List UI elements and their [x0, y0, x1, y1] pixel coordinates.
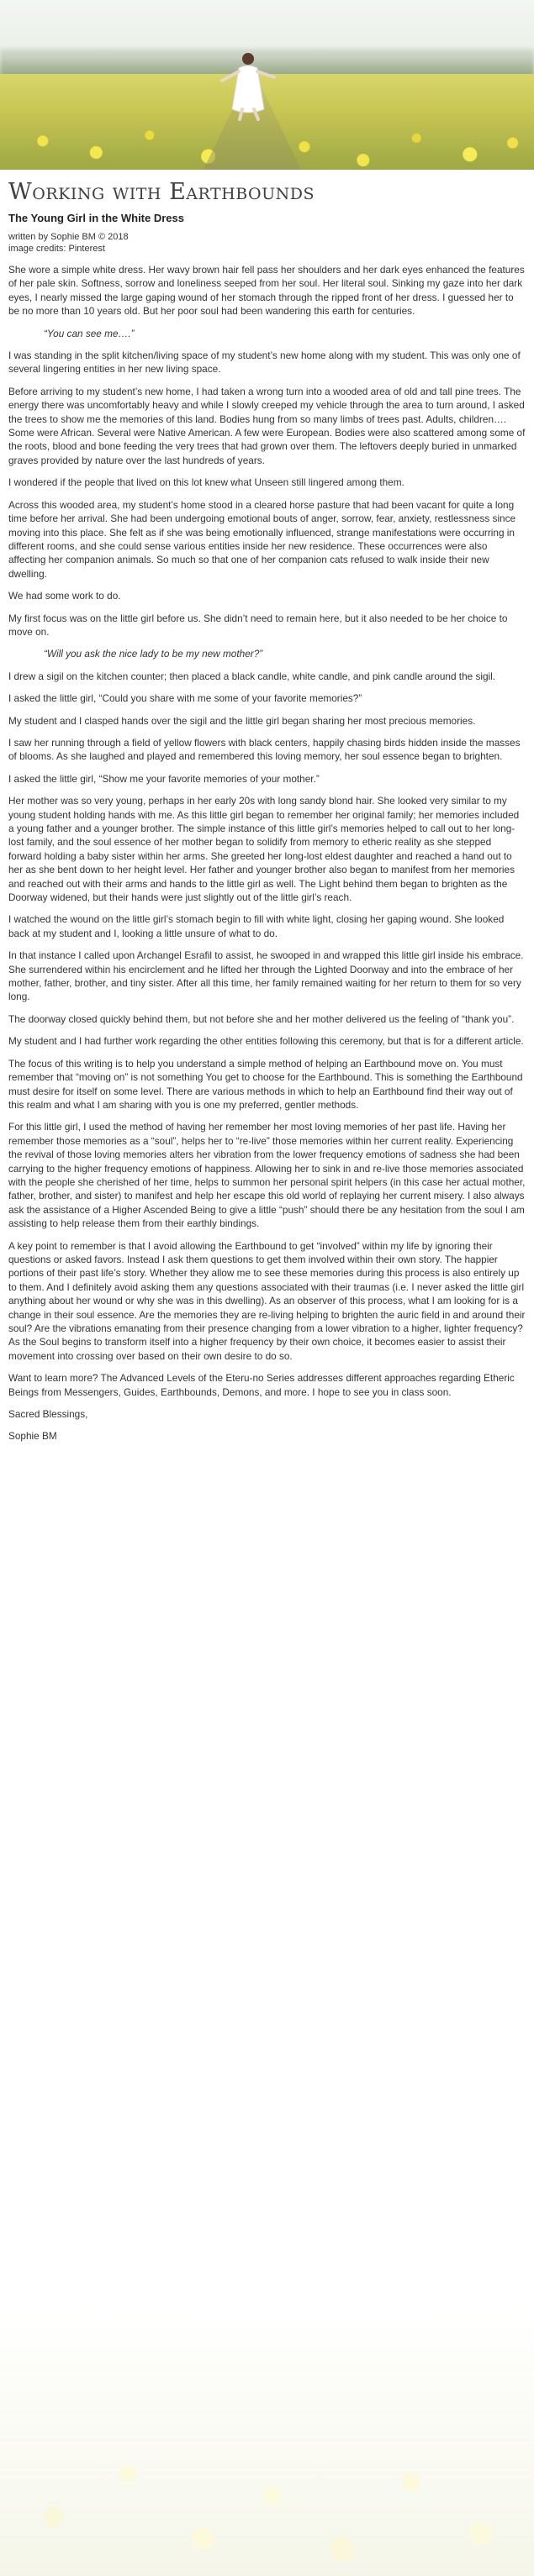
author-line: written by Sophie BM © 2018: [8, 232, 129, 242]
paragraph: Want to learn more? The Advanced Levels of the Eteru-no Series addresses different approaches regarding Etheric Beings from Messengers, Guides, Earthbounds, Demons, and more. I hope to see you in class soon.: [8, 1372, 515, 1398]
girl-figure-icon: [219, 49, 278, 121]
article-meta: [8, 231, 526, 255]
paragraph: A key point to remember is that I avoid allowing the Earthbound to get “involved” within my life by ignoring their questions or asked favors. Instead I ask them questions to get them involved within their own story. The happier portions of their past life’s story. Whether they allow me to see these memories during this process is also entirely up to them. And I definitely avoid asking them any questions associated with their traumas (i.e. I never asked the little girl anything about her wound or why she was in this dwelling). As an observer of this process, what I am looking for is a change in their soul essence. Are the memories they are re-living helping to brighten the auric field in and around their soul? Are the vibrations emanating from their presence changing from a lower vibration to a higher, lighter frequency? As the Soul begins to transform itself into a higher frequency by their own choice, it becomes easier to assist their movement into crossing over based on their own desire to do so.: [8, 1239, 526, 1362]
page-title: Working with Earthbounds: [8, 179, 315, 205]
paragraph: I was standing in the split kitchen/living space of my student’s new home along with my student. This was only one of several lingering entities in her new living space.: [8, 350, 521, 376]
background-flower-art: [0, 2307, 534, 2576]
paragraph: I drew a sigil on the kitchen counter; then placed a black candle, white candle, and pink candle around the sigil.: [8, 670, 496, 682]
paragraph: I watched the wound on the little girl’s stomach begin to fill with white light, closing her gaping wound. She looked back at my student and I, looking a little unsure of what to do.: [8, 913, 505, 939]
image-credit-line: image credits: Pinterest: [8, 244, 105, 254]
article-subtitle: The Young Girl in the White Dress: [8, 212, 184, 224]
paragraph: For this little girl, I used the method of having her remember her most loving memories of her past life. Having her remember those memories as a “soul”, helps her to “re-live” those memories within her current reality. Experiencing the revival of those loving memories alters her vibration from the lower frequency emotions of sadness she had been carrying to the higher frequency emotions of happiness. Allowing her to sink in and re-live those memories associated with the people she cherished of her time, helps to summon her personal spirit helpers (in this case her actual mother, father, brother, and sister) to manifest and help her escape this old world of replaying her current misery. I also always ask the assistance of a Higher Ascended Being to give a little “push” should there be any hesitation from the soul I am assisting to help release them from their earthly bindings.: [8, 1121, 526, 1230]
paragraph: Before arriving to my student’s new home, I had taken a wrong turn into a wooded area of old and tall pine trees. The energy there was uncomfortably heavy and while I slowly creeped my vehicle through the area to turn around, I asked the trees to show me the memories of this land. Bodies hung from so many limbs of trees past. Adults, children…. Some were African. Several were Native American. A few were European. Bodies were also scattered among some of the roots, blood and bone feeding the very trees that had grown over them. The leftovers deeply buried in unmarked graves provided by nature over the last hundreds of years.: [8, 385, 526, 466]
paragraph: The doorway closed quickly behind them, but not before she and her mother delivered us the feeling of “thank you”.: [8, 1012, 515, 1025]
paragraph: I saw her running through a field of yellow flowers with black centers, happily chasing birds hidden inside the masses of blooms. As she laughed and played and remembered this loving memory, her soul essence began to brighten.: [8, 736, 521, 763]
article-body: [8, 263, 526, 1399]
hero-image: [0, 0, 534, 170]
paragraph: I asked the little girl, “Show me your favorite memories of your mother.”: [8, 772, 320, 785]
paragraph: My first focus was on the little girl before us. She didn’t need to remain here, but it also needed to be her choice to move on.: [8, 612, 508, 638]
signoff: [8, 1407, 526, 1443]
paragraph: I wondered if the people that lived on this lot knew what Unseen still lingered among them.: [8, 476, 404, 489]
paragraph: Across this wooded area, my student’s home stood in a cleared horse pasture that had been vacant for quite a long time before her arrival. She had been undergoing emotional bouts of anger, sorrow, fear, anxiety, restlessness since moving into this place. She felt as if she was being emotionally influenced, strange manifestations were occurring in different rooms, and she could sense various entities inside her new residence. These occurrences were also affecting her companion animals. So much so that one of her companion cats refused to walk inside their new dwelling.: [8, 498, 516, 580]
paragraph: In that instance I called upon Archangel Esrafil to assist, he swooped in and wrapped this little girl inside his embrace. She surrendered within his encirclement and he lifted her through the Lighted Doorway and into the embrace of her mother, father, brother, and tiny sister. After all this time, her family remained waiting for her return to them for so very long.: [8, 949, 524, 1003]
paragraph: My student and I clasped hands over the sigil and the little girl began sharing her most precious memories.: [8, 714, 476, 727]
quote-paragraph: “Will you ask the nice lady to be my new mother?”: [44, 648, 263, 660]
paragraph: The focus of this writing is to help you understand a simple method of helping an Earthbound move on. You must remember that “moving on” is not something You get to choose for the Earthbound. This is something the Earthbound must desire for itself on some level. There are various methods in which to help an Earthbound find their way out of this realm and what I am sharing with you is one my preferred, gentler methods.: [8, 1057, 523, 1111]
paragraph: Her mother was so very young, perhaps in her early 20s with long sandy blond hair. She looked very similar to my young student holding hands with me. As this little girl began to remember her original family; her memories included a young father and a younger brother. The simple instance of this little girl’s memories helped to call out to her long-lost family, and the soul essence of her mother began to solidify from memory to etheric reality as she stepped forward holding a baby sister within her arms. She greeted her long-lost eldest daughter and reached a hand out to her as she bent down to her height level. Her father and younger brother also began to manifest from her memories and reached out with their arms and hands to the little girl as well. The Light behind them began to brighten as the Doorway widened, but their hands were just slightly out of the little girl’s reach.: [8, 795, 520, 904]
paragraph: She wore a simple white dress. Her wavy brown hair fell pass her shoulders and her dark eyes enhanced the features of her pale skin. Softness, sorrow and loneliness seeped from her soul. Her literal soul. Sinking my gaze into her dark eyes, I nearly missed the large gaping wound of her stomach through the ripped front of her dress. I guessed her to be no more than 10 years old. But her poor soul had been wandering this earth for centuries.: [8, 264, 525, 318]
paragraph: My student and I had further work regarding the other entities following this ceremony, but that is for a different article.: [8, 1035, 524, 1048]
paragraph: We had some work to do.: [8, 590, 121, 602]
signature-name: Sophie BM: [8, 1430, 57, 1443]
paragraph: I asked the little girl, “Could you share with me some of your favorite memories?”: [8, 692, 362, 705]
quote-paragraph: “You can see me….”: [44, 327, 135, 339]
closing-line: Sacred Blessings,: [8, 1408, 88, 1421]
